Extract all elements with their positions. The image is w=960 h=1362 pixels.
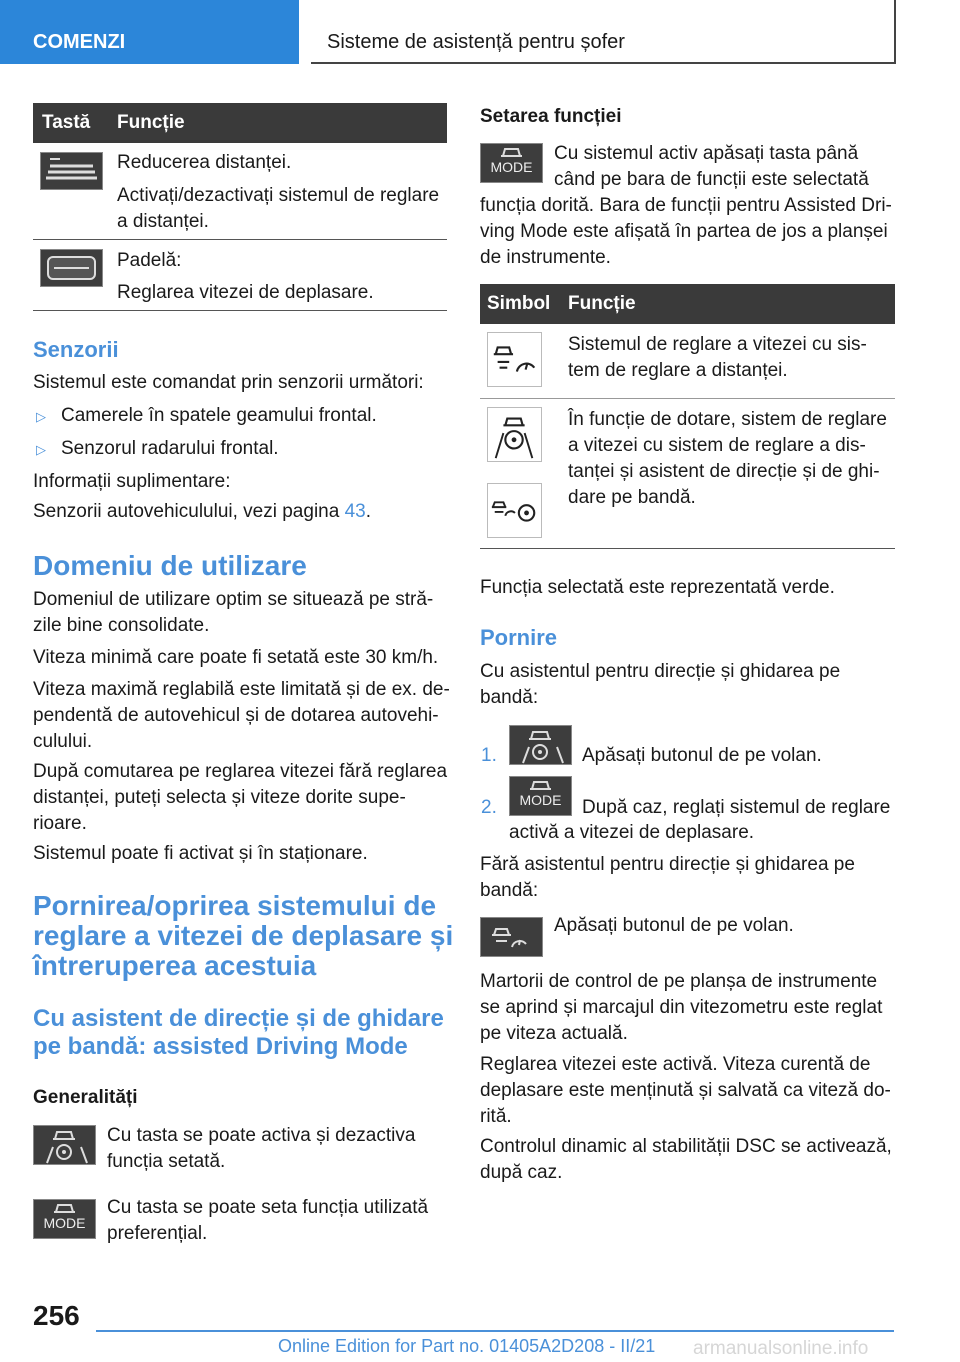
domeniu-p5: Sistemul poate fi activat și în staționare.	[33, 843, 368, 864]
asistent-heading-2: pe bandă: assisted Driving Mode	[33, 1033, 408, 1060]
press-text: Apăsați butonul de pe volan.	[554, 915, 794, 936]
pornire-p1b: se aprind și marcajul din vitezometru este reglat	[480, 997, 883, 1018]
chapter-title: Sisteme de asistență pentru șofer	[311, 0, 896, 64]
generalitati-heading: Generalități	[33, 1087, 138, 1108]
step2-number: 2.	[481, 797, 497, 818]
generalitati-b1a: Cu tasta se poate activa și dezactiva	[107, 1125, 416, 1146]
distance-control-button-icon	[480, 917, 543, 957]
pornire-with-b: bandă:	[480, 687, 539, 708]
ref-dot: .	[365, 501, 372, 522]
col-symbol: Simbol	[487, 293, 551, 314]
setarea-line5: de instrumente.	[480, 247, 611, 268]
row2-line2: Reglarea vitezei de deplasare.	[117, 282, 374, 303]
pornirea-heading-2: reglare a vitezei de deplasare și	[33, 920, 454, 951]
pornire-without-b: bandă:	[480, 880, 539, 901]
mode-label: MODE	[519, 792, 562, 808]
symbol-row2-a: În funcție de dotare, sistem de reglare	[568, 409, 887, 430]
setarea-line2: când pe bara de funcții este selectată	[554, 169, 869, 190]
edition-text: Online Edition for Part no. 01405A2D208 - II/21	[278, 1336, 656, 1356]
selected-note: Funcția selectată este reprezentată verde.	[480, 577, 835, 598]
steering-assist-button-icon	[33, 1125, 96, 1165]
symbol-row2-d: dare pe bandă.	[568, 487, 696, 508]
table-bottom-line	[33, 310, 447, 311]
domeniu-p1a: Domeniul de utilizare optim se situează pe stră-	[33, 589, 434, 610]
senzorii-item-1: Camerele în spatele geamului frontal.	[61, 405, 377, 426]
bullet-icon: ▷	[36, 442, 46, 457]
senzorii-info: Informații suplimentare:	[33, 471, 231, 492]
distance-steering-symbol-icon	[487, 483, 542, 538]
pornire-heading: Pornire	[480, 625, 558, 650]
distance-button-icon	[40, 152, 103, 190]
senzorii-intro: Sistemul este comandat prin senzorii următori:	[33, 372, 424, 393]
key-table-header	[33, 103, 447, 143]
pornirea-heading-3: întreruperea acestuia	[33, 950, 317, 981]
symbol-row1-b: tem de reglare a distanței.	[568, 360, 788, 381]
pornire-p3b: după caz.	[480, 1162, 563, 1183]
col-function: Funcție	[568, 293, 636, 314]
symbol-row2-b: a vitezei cu sistem de reglare a dis-	[568, 435, 866, 456]
domeniu-p3a: Viteza maximă reglabilă este limitată și de ex. de-	[33, 679, 450, 700]
section-tab[interactable]: COMENZI	[0, 0, 299, 64]
steering-assist-symbol-icon	[487, 407, 542, 462]
table-bottom-line	[480, 548, 895, 549]
symbol-table-header	[480, 284, 895, 324]
mode-button	[509, 776, 572, 816]
pornire-p1c: pe viteza actuală.	[480, 1023, 628, 1044]
setarea-heading: Setarea funcției	[480, 106, 622, 127]
generalitati-b2b: preferențial.	[107, 1223, 208, 1244]
col-key: Tastă	[42, 112, 91, 133]
generalitati-b1b: funcția setată.	[107, 1151, 226, 1172]
setarea-line1: Cu sistemul activ apăsați tasta până	[554, 143, 859, 164]
page-link[interactable]: 43	[344, 501, 366, 522]
mode-button	[480, 143, 543, 183]
setarea-line4: ving Mode este afișată în partea de jos a planșei	[480, 221, 888, 242]
row2-line1: Padelă:	[117, 250, 182, 271]
pornire-with-a: Cu asistentul pentru direcție și ghidarea pe	[480, 661, 841, 682]
table-divider	[33, 239, 447, 240]
pornire-p2b: deplasare este menținută și salvată ca viteză do-	[480, 1080, 891, 1101]
row1-line2b: a distanței.	[117, 211, 209, 232]
setarea-line3: funcția dorită. Bara de funcții pentru Assisted Dri-	[480, 195, 892, 216]
symbol-row1-a: Sistemul de reglare a vitezei cu sis-	[568, 334, 867, 355]
pornire-p3a: Controlul dinamic al stabilității DSC se activează,	[480, 1136, 892, 1157]
mode-label: MODE	[490, 159, 533, 175]
pornire-p2a: Reglarea vitezei este activă. Viteza curentă de	[480, 1054, 871, 1075]
step1-text: Apăsați butonul de pe volan.	[582, 745, 822, 766]
pornire-without-a: Fără asistentul pentru direcție și ghidarea pe	[480, 854, 855, 875]
row1-line2a: Activați/dezactivați sistemul de reglare	[117, 185, 440, 206]
table-divider	[480, 398, 895, 399]
footer-rule	[96, 1330, 894, 1332]
domeniu-p4c: rioare.	[33, 813, 87, 834]
distance-control-symbol-icon	[487, 332, 542, 387]
row1-line1: Reducerea distanței.	[117, 152, 292, 173]
page-number: 256	[33, 1300, 80, 1331]
step2-text-b: activă a vitezei de deplasare.	[509, 822, 755, 843]
pornirea-heading-1: Pornirea/oprirea sistemului de	[33, 890, 437, 921]
bullet-icon: ▷	[36, 409, 46, 424]
ref-text: Senzorii autovehiculului, vezi pagina	[33, 501, 340, 522]
senzorii-item-2: Senzorul radarului frontal.	[61, 438, 279, 459]
generalitati-b2a: Cu tasta se poate seta funcția utilizată	[107, 1197, 429, 1218]
mode-button	[33, 1199, 96, 1239]
pornire-p1a: Martorii de control de pe planșa de instrumente	[480, 971, 878, 992]
symbol-row2-c: tanței și asistent de direcție și de ghi-	[568, 461, 880, 482]
paddle-icon	[40, 249, 103, 287]
col-function: Funcție	[117, 112, 185, 133]
domeniu-p4b: distanței, puteți selecta și viteze dorite supe-	[33, 787, 406, 808]
domeniu-p1b: zile bine consolidate.	[33, 615, 210, 636]
domeniu-p3b: pendentă de autovehicul și de dotarea autovehi-	[33, 705, 439, 726]
pornire-p2c: rită.	[480, 1106, 512, 1127]
domeniu-p4a: După comutarea pe reglarea vitezei fără reglarea	[33, 761, 448, 782]
steering-assist-button-icon	[509, 725, 572, 765]
step1-number: 1.	[481, 745, 497, 766]
domeniu-heading: Domeniu de utilizare	[33, 550, 307, 581]
mode-label: MODE	[43, 1215, 86, 1231]
domeniu-p3c: culului.	[33, 731, 93, 752]
senzorii-ref	[33, 499, 371, 525]
asistent-heading-1: Cu asistent de direcție și de ghidare	[33, 1005, 444, 1032]
step2-text-a: După caz, reglați sistemul de reglare	[582, 797, 891, 818]
senzorii-heading: Senzorii	[33, 337, 119, 362]
domeniu-p2: Viteza minimă care poate fi setată este 30 km/h.	[33, 647, 439, 668]
watermark: armanualsonline.info	[689, 1337, 868, 1361]
